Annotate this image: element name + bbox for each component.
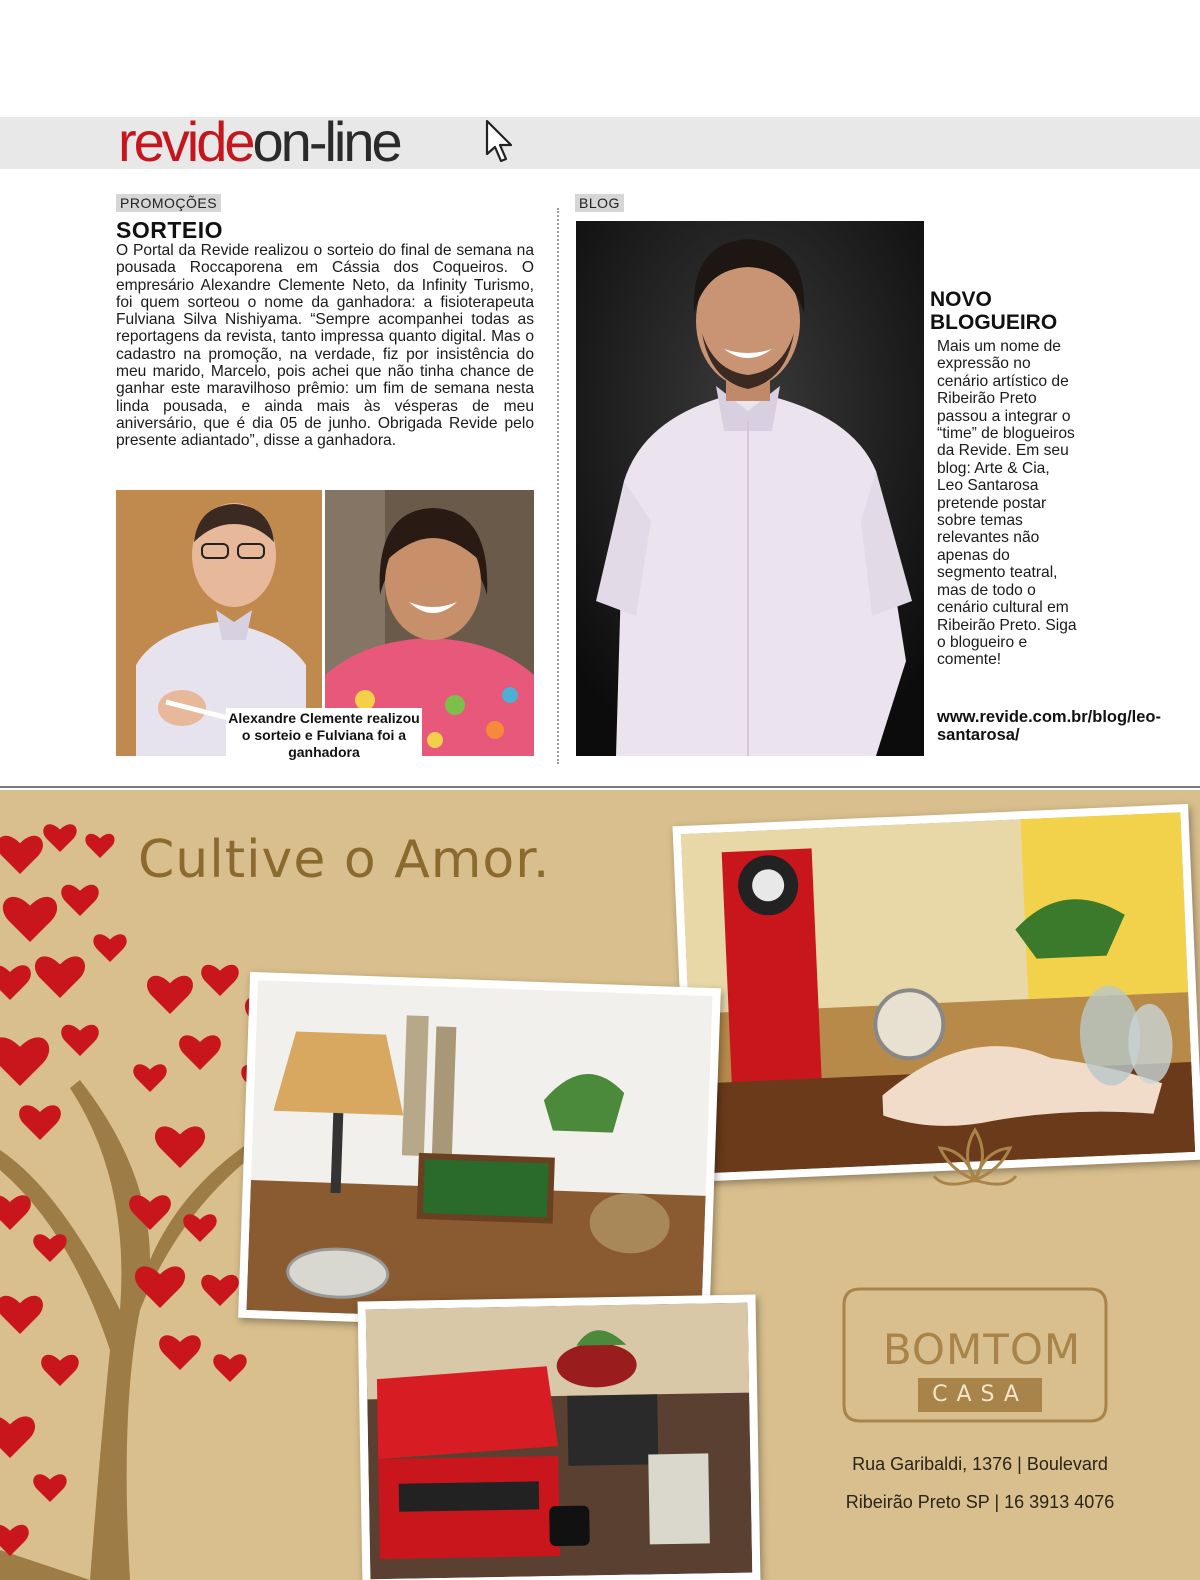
tag-promocoes: PROMOÇÕES [116,194,221,212]
promo-body: O Portal da Revide realizou o sorteio do final de semana na pousada Roccaporena em Cássia dos Coqueiros. O empresário Alexandre Clemente Neto, da Infinity Turismo, foi quem sorteou o nome da ganhadora: a fisioterapeuta Fulviana Silva Nishiyama. “Sempre acompanhei todas as reportagens da revista, tanto impressa quanto digital. Mas o cadastro na promoção, na verdade, fiz por insistência do meu marido, Marcelo, pois achei que não tinha chance de ganhar este maravilhoso prêmio: um fim de semana nesta linda pousada, e ainda mais às vésperas de meu aniversário, que é dia 05 de junho. Obrigada Revide pelo presente adiantado”, disse a ganhadora. [116,242,534,450]
mouse-cursor-icon [484,118,516,166]
masthead-online: on-line [252,110,400,173]
blog-headline: NOVO BLOGUEIRO [930,288,1058,334]
advertisement-bomtom-casa [0,790,1200,1580]
brand-name: BOMTOM [882,1325,1082,1374]
page-rule [0,786,1200,788]
blog-body: Mais um nome de expressão no cenário artístico de Ribeirão Preto passou a integrar o “time” de blogueiros da Revide. Em seu blog: Arte & Cia, Leo Santarosa pretende postar sobre temas relevantes não apenas do segmento teatral, mas de todo o cenário cultural em Ribeirão Preto. Siga o blogueiro e comente! [937,338,1077,669]
promo-headline: SORTEIO [116,217,224,243]
masthead-revide: revide [118,110,253,173]
lotus-logo-icon [930,1120,1020,1200]
brand-subtitle: CASA [918,1378,1042,1412]
ad-address-line2: Ribeirão Preto SP | 16 3913 4076 [845,1492,1115,1512]
tag-blog: BLOG [575,194,624,212]
ad-photo-record-player [358,1295,761,1580]
ad-photo-golf-decor [238,972,721,1334]
ad-title: Cultive o Amor. [138,830,551,890]
photo-caption: Alexandre Clemente realizou o sorteio e Fulviana foi a ganhadora [226,708,422,763]
column-divider [557,208,559,764]
ad-address-line1: Rua Garibaldi, 1376 | Boulevard [852,1454,1108,1474]
blog-url-link[interactable]: www.revide.com.br/blog/leo-santarosa/ [937,708,1162,744]
section-masthead [118,112,400,172]
photo-leo-santarosa [576,221,924,756]
